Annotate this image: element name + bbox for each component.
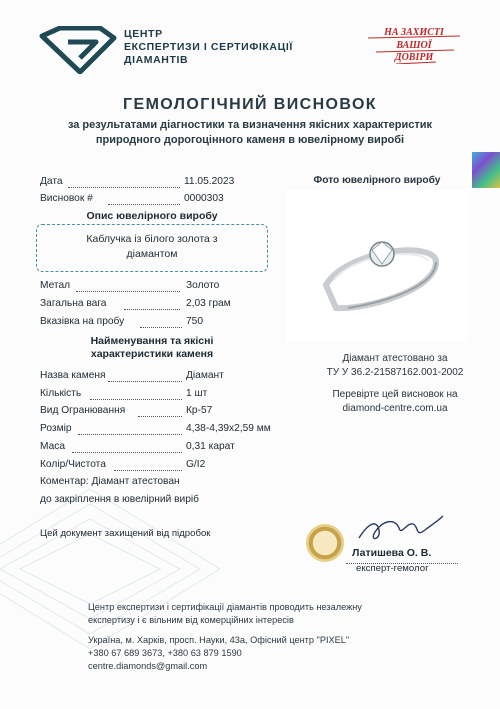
purity-value: 750: [186, 316, 203, 327]
metal-value: Золото: [186, 280, 220, 291]
expert-signature: [355, 512, 447, 548]
hologram-sticker: [472, 152, 500, 188]
comment-line-1: Коментар: Діамант атестован: [40, 476, 180, 487]
footer-phones: +380 67 689 3673, +380 63 879 1590: [88, 648, 242, 658]
color-clarity-label: Колір/Чистота: [40, 459, 106, 470]
verification-info: [300, 388, 490, 416]
subtitle-line-1: за результатами діагностики та визначення якісних характеристик: [67, 119, 433, 131]
document-subtitle: [20, 118, 480, 148]
subtitle-line-2: природного дорогоцінного каменя в ювелірному виробі: [95, 134, 405, 146]
cut-label: Вид Огранювання: [40, 405, 126, 416]
date-label: Дата: [40, 176, 63, 187]
stone-heading-line-1: Найменування та якісні: [90, 335, 214, 347]
anti-counterfeit-note: Цей документ захищений від підробок: [40, 528, 211, 539]
conclusion-number-label: Висновок #: [40, 193, 93, 204]
item-description-heading: Опис ювелірного виробу: [86, 210, 218, 222]
size-label: Розмір: [40, 423, 72, 434]
size-value: 4,38-4,39х2,59 мм: [186, 423, 271, 434]
item-description-box: [36, 224, 268, 272]
document-title: ГЕМОЛОГІЧНИЙ ВИСНОВОК: [123, 96, 377, 113]
total-weight-label: Загальна вага: [40, 298, 107, 309]
dotted-leader: [76, 290, 180, 292]
expert-role: експерт-гемолог: [356, 563, 429, 574]
stamp-line-1: НА ЗАХИСТІ: [384, 27, 444, 38]
dotted-leader: [140, 326, 182, 328]
mass-label: Маса: [40, 441, 66, 452]
purity-label: Вказівка на пробу: [40, 316, 125, 327]
mass-value: 0,31 карат: [186, 441, 235, 452]
dotted-leader: [90, 398, 182, 400]
dotted-leader: [114, 469, 182, 471]
footer-statement: [88, 601, 362, 627]
stamp-line-3: ДОВІРИ: [394, 52, 434, 63]
footer-line-2: експертизу і є вільним від комерційних інтересів: [88, 615, 294, 625]
stone-heading-line-2: характеристики каменя: [90, 348, 214, 360]
trust-stamp: [366, 28, 462, 64]
cert-line-1: Діамант атестовано за: [342, 353, 448, 364]
org-line-3: ДІАМАНТІВ: [124, 54, 189, 66]
count-label: Кількість: [40, 388, 82, 399]
stone-name-value: Діамант: [186, 370, 224, 381]
color-clarity-value: G/I2: [186, 459, 206, 470]
conclusion-number-value: 0000303: [184, 193, 224, 204]
footer-address: Україна, м. Харків, просп. Науки, 43а, Офісний центр "PIXEL": [88, 635, 350, 645]
footer-email[interactable]: centre.diamonds@gmail.com: [88, 661, 208, 671]
footer-line-1: Центр експертизи і сертифікації діамантів проводить незалежну: [88, 602, 362, 612]
cert-line-2: ТУ У 36.2-21587162.001-2002: [326, 367, 464, 378]
photo-title: Фото ювелірного виробу: [313, 175, 441, 186]
verify-line-1: Перевірте цей висновок на: [332, 389, 458, 400]
dotted-leader: [108, 380, 182, 382]
total-weight-value: 2,03 грам: [186, 298, 231, 309]
metal-label: Метал: [40, 280, 71, 291]
logo-icon: [38, 26, 118, 74]
dotted-leader: [108, 203, 180, 205]
count-value: 1 шт: [186, 388, 208, 399]
dotted-leader: [68, 186, 180, 188]
item-desc-line-1: Каблучка із білого золота з: [86, 233, 218, 245]
footer-contacts: [88, 634, 349, 673]
stone-characteristics-heading: [36, 335, 268, 361]
ring-photo: [286, 190, 468, 342]
org-line-2: ЕКСПЕРТИЗИ І СЕРТИФІКАЦІЇ: [124, 41, 293, 53]
certification-standard: [300, 352, 490, 380]
dotted-leader: [72, 451, 182, 453]
cut-value: Кр-57: [186, 405, 213, 416]
item-desc-line-2: діамантом: [126, 248, 178, 260]
gold-seal: [306, 524, 344, 562]
expert-name: Латишева О. В.: [352, 547, 432, 559]
stamp-line-2: ВАШОЇ: [396, 40, 432, 51]
dotted-leader: [138, 415, 182, 417]
stone-name-label: Назва каменя: [40, 370, 106, 381]
org-line-1: ЦЕНТР: [124, 28, 163, 40]
verify-url[interactable]: diamond-centre.com.ua: [342, 403, 448, 414]
dotted-leader: [78, 433, 182, 435]
organization-name: [124, 28, 293, 67]
date-value: 11.05.2023: [184, 176, 235, 187]
dotted-leader: [124, 308, 180, 310]
comment-line-2: до закріплення в ювелірний виріб: [40, 494, 199, 505]
